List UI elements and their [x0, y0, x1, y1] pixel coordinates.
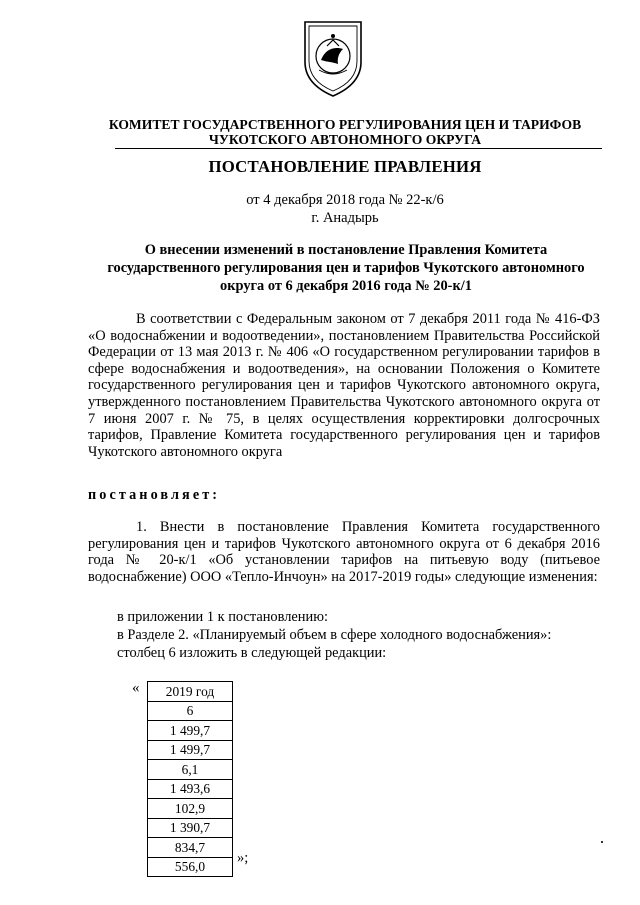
table-row	[148, 701, 233, 721]
column-line: столбец 6 изложить в следующей редакции:	[117, 645, 387, 661]
table-cell: 6,1	[148, 760, 233, 780]
emblem-shield-icon	[297, 16, 369, 100]
document-subject	[90, 241, 602, 295]
table-cell: 1 493,6	[148, 779, 233, 799]
organization-name-line1: КОМИТЕТ ГОСУДАРСТВЕННОГО РЕГУЛИРОВАНИЯ ЦЕН И ТАРИФОВ	[108, 117, 582, 132]
organization-name-line2: ЧУКОТСКОГО АВТОНОМНОГО ОКРУГА	[208, 132, 482, 147]
table-header-cell: 2019 год	[148, 682, 233, 702]
table-cell: 1 499,7	[148, 721, 233, 741]
table-row	[148, 799, 233, 819]
header-divider	[115, 148, 602, 149]
subject-line3: округа от 6 декабря 2016 года № 20-к/1	[220, 278, 472, 294]
subject-line2: государственного регулирования цен и тарифов Чукотского автономного	[107, 260, 585, 276]
table-row	[148, 818, 233, 838]
table-row	[148, 857, 233, 877]
table-cell: 102,9	[148, 799, 233, 819]
resolves-label: постановляет:	[88, 487, 221, 503]
table-row	[148, 760, 233, 780]
table-header-row	[148, 682, 233, 702]
table-row	[148, 779, 233, 799]
section-line: в Разделе 2. «Планируемый объем в сфере холодного водоснабжения»:	[117, 627, 552, 643]
document-date-number: от 4 декабря 2018 года № 22-к/6	[246, 192, 444, 208]
table-row	[148, 740, 233, 760]
values-table	[147, 681, 233, 877]
table-cell: 834,7	[148, 838, 233, 858]
scan-speck	[601, 841, 603, 843]
table-cell: 6	[148, 701, 233, 721]
coat-of-arms-emblem	[297, 16, 369, 100]
table-row	[148, 838, 233, 858]
document-title: ПОСТАНОВЛЕНИЕ ПРАВЛЕНИЯ	[208, 157, 482, 176]
table-cell: 1 390,7	[148, 818, 233, 838]
table-cell: 556,0	[148, 857, 233, 877]
item-1-paragraph: 1. Внести в постановление Правления Комитета государственного регулирования цен и тарифов Чукотского автономного округа от 6 декабря 2016 года № 20-к/1 «Об установлении тарифов на питьевую воду (питьевое водоснабжение) ООО «Тепло-Инчоун» на 2017-2019 годы» следующие изменения:	[88, 519, 600, 585]
table-close-quote: »;	[237, 850, 249, 866]
preamble-paragraph: В соответствии с Федеральным законом от 7 декабря 2011 года № 416-ФЗ «О водоснабжении и водоотведении», постановлением Правительства Российской Федерации от 13 мая 2013 г. № 406 «О государственном регулировании тарифов в сфере водоснабжения и водоотведения», на основании Положения о Комитете государственного регулирования цен и тарифов Чукотского автономного округа, утвержденного постановлением Правительства Чукотского автономного округа от 7 июня 2007 г. № 75, в целях осуществления корректировки долгосрочных тарифов, Правление Комитета государственного регулирования цен и тарифов Чукотского автономного округа	[88, 311, 600, 460]
organization-name	[90, 117, 600, 147]
appendix-line: в приложении 1 к постановлению:	[117, 609, 328, 625]
subject-line1: О внесении изменений в постановление Правления Комитета	[144, 242, 548, 258]
table-cell: 1 499,7	[148, 740, 233, 760]
table-row	[148, 721, 233, 741]
document-city: г. Анадырь	[311, 210, 379, 226]
table-open-quote: «	[132, 680, 140, 696]
